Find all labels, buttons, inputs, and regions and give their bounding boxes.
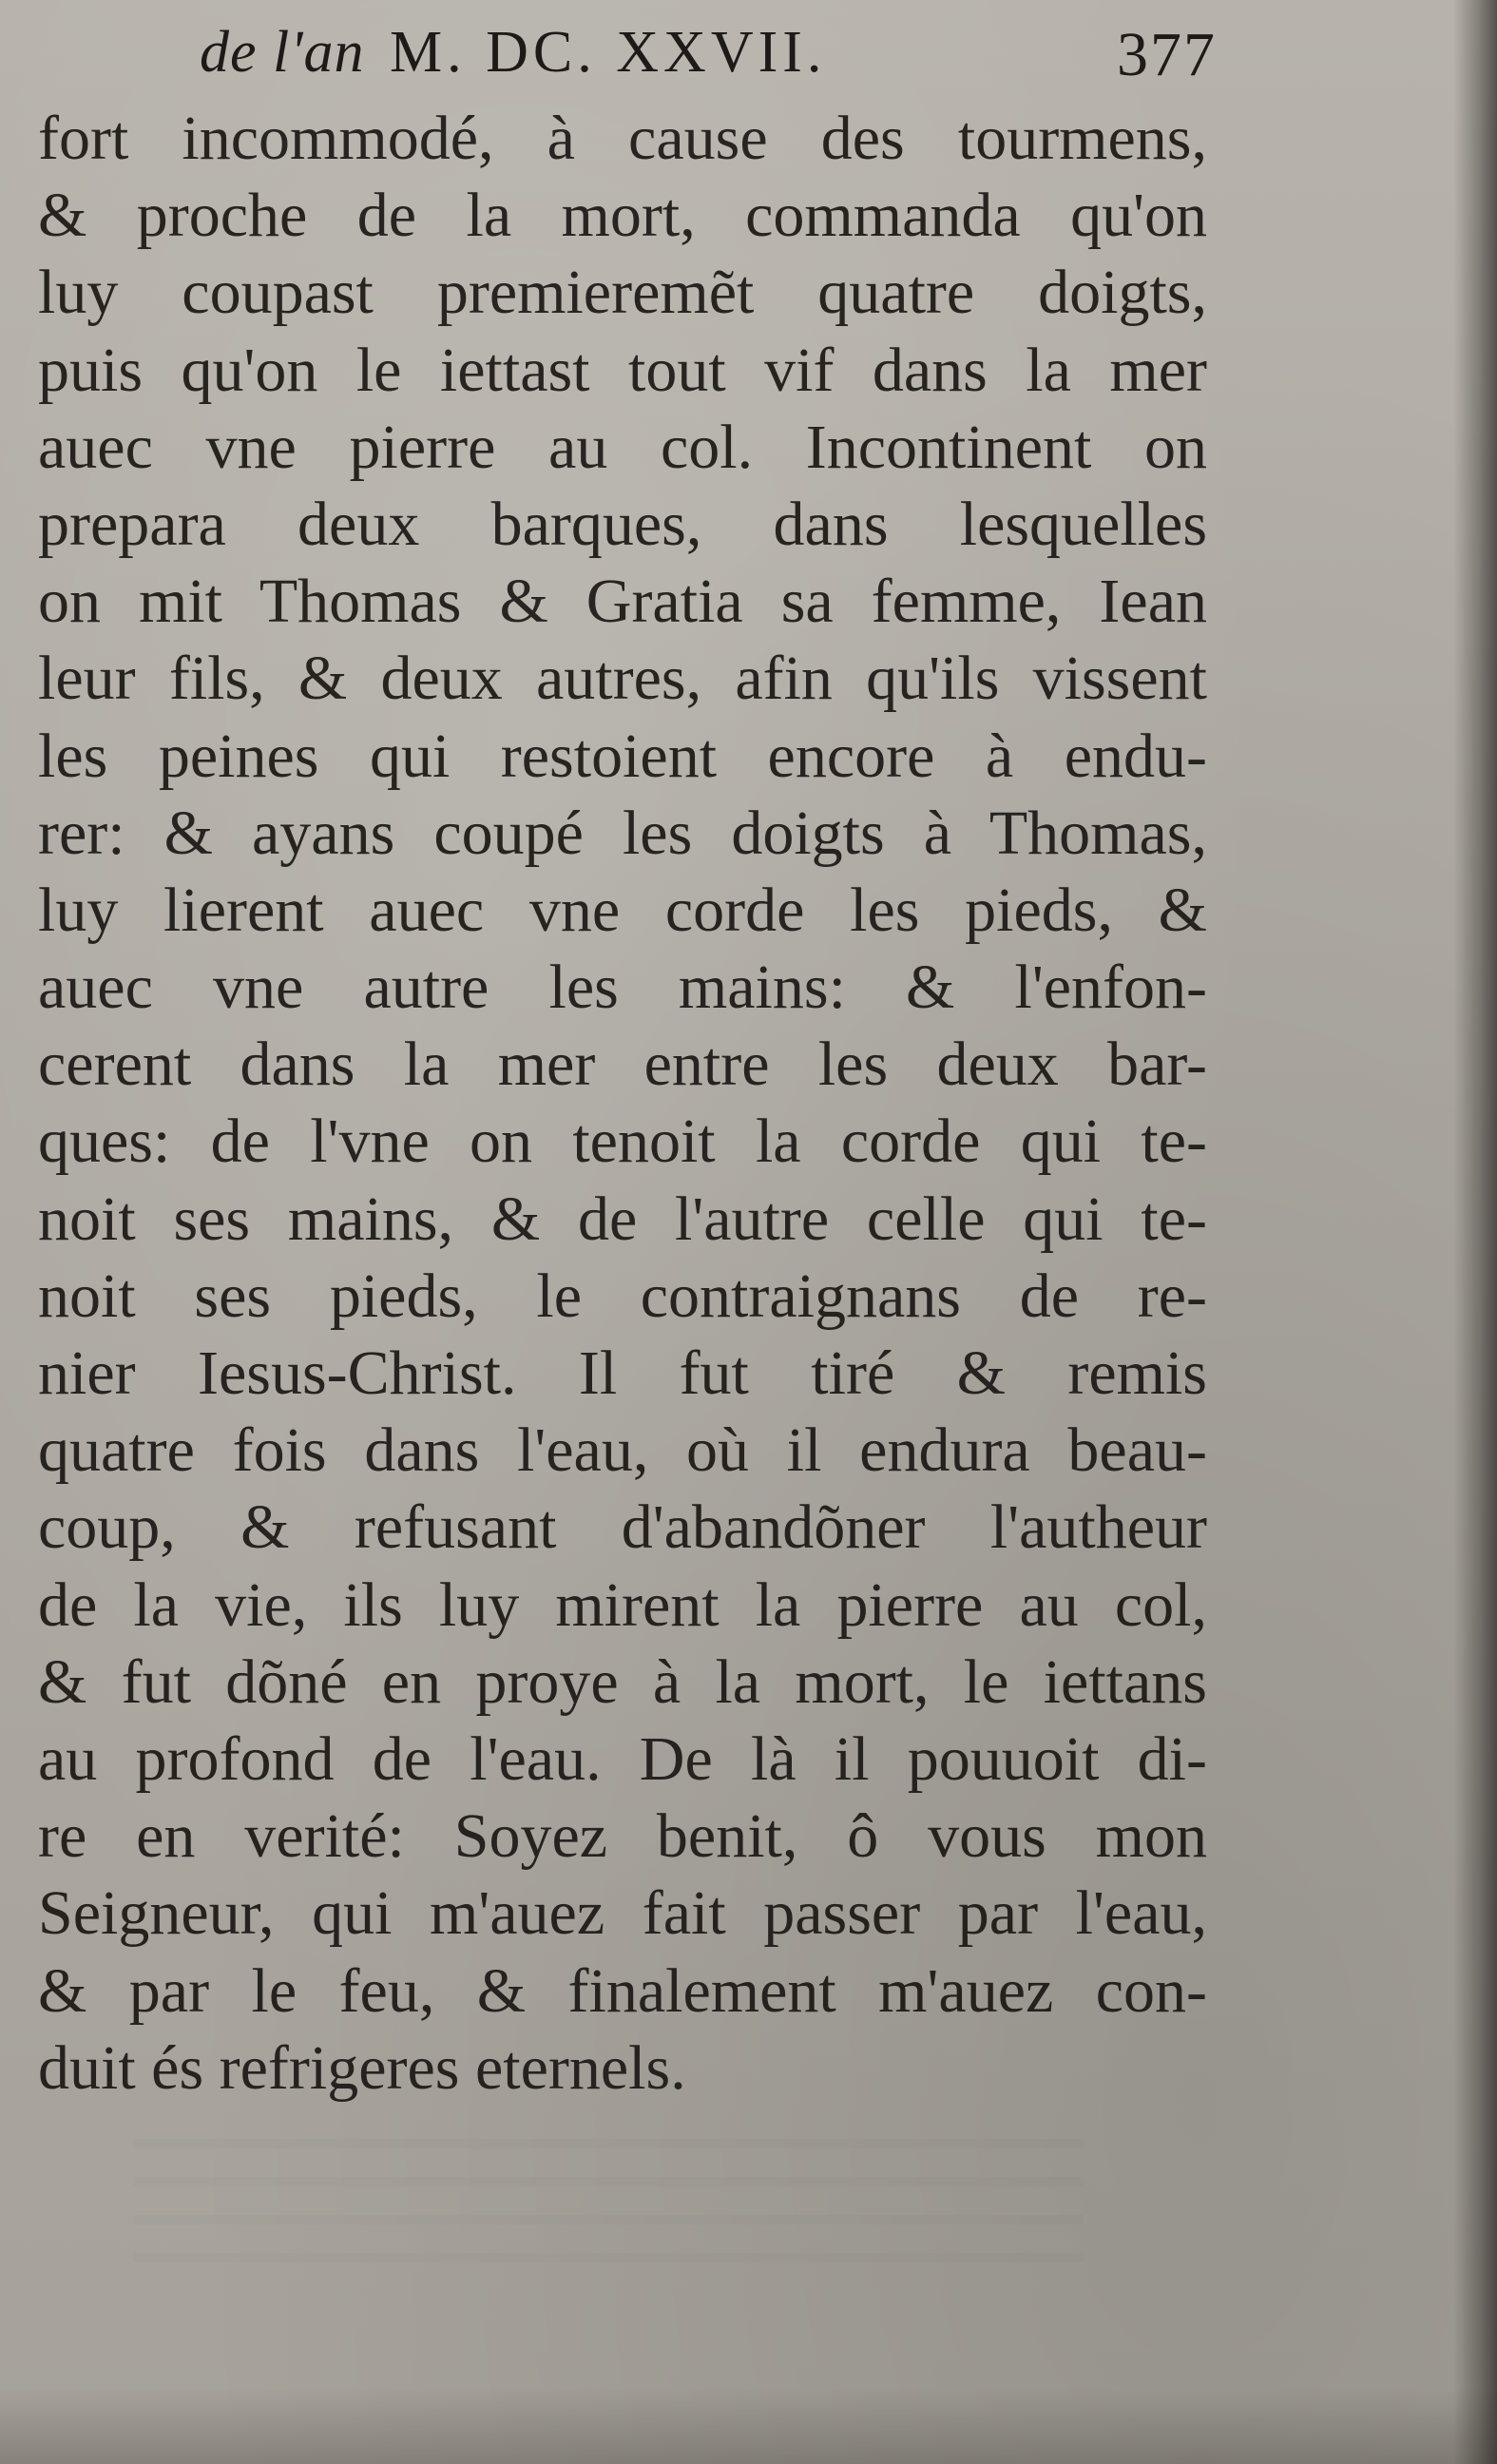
text-line: au profond de l'eau. De là il pouuoit di- xyxy=(38,1723,1207,1794)
ink-bleed-through xyxy=(133,2139,1084,2272)
text-line: prepara deux barques, dans lesquelles xyxy=(38,489,1207,559)
running-head xyxy=(200,19,1217,109)
text-line: leur fils, & deux autres, afin qu'ils vissent xyxy=(38,644,1207,714)
text-line: re en verité: Soyez benit, ô vous mon xyxy=(38,1801,1207,1872)
text-line: & proche de la mort, commanda qu'on xyxy=(38,181,1207,251)
text-line: auec vne pierre au col. Incontinent on xyxy=(38,412,1207,482)
text-line: ques: de l'vne on tenoit la corde qui te- xyxy=(38,1107,1207,1177)
running-head-prefix: de l'an xyxy=(200,20,365,85)
text-line: auec vne autre les mains: & l'enfon- xyxy=(38,953,1207,1023)
page-bottom-shadow xyxy=(0,2388,1497,2464)
text-line: rer: & ayans coupé les doigts à Thomas, xyxy=(38,798,1207,868)
page-edge-shadow xyxy=(1453,0,1497,2464)
text-line: luy lierent auec vne corde les pieds, & xyxy=(38,875,1207,945)
text-line: les peines qui restoient encore à endu- xyxy=(38,721,1207,791)
text-line: Seigneur, qui m'auez fait passer par l'eau, xyxy=(38,1878,1207,1949)
text-line: duit és refrigeres eternels. xyxy=(38,2032,686,2103)
text-line: fort incommodé, à cause des tourmens, xyxy=(38,104,1207,173)
text-line: puis qu'on le iettast tout vif dans la mer xyxy=(38,335,1207,405)
text-line: de la vie, ils luy mirent la pierre au col, xyxy=(38,1569,1207,1640)
body-text xyxy=(38,100,1207,2107)
text-line: coup, & refusant d'abandõner l'autheur xyxy=(38,1492,1207,1563)
text-line: on mit Thomas & Gratia sa femme, Iean xyxy=(38,567,1207,637)
text-line: noit ses pieds, le contraignans de re- xyxy=(38,1261,1207,1331)
text-line: nier Iesus-Christ. Il fut tiré & remis xyxy=(38,1338,1207,1408)
text-line: & fut dõné en proye à la mort, le iettans xyxy=(38,1646,1207,1717)
text-line: cerent dans la mer entre les deux bar- xyxy=(38,1030,1207,1100)
page-number: 377 xyxy=(1117,20,1217,89)
text-line: noit ses mains, & de l'autre celle qui te- xyxy=(38,1184,1207,1254)
running-head-year: M. DC. XXVII. xyxy=(390,20,827,85)
text-line: luy coupast premieremẽt quatre doigts, xyxy=(38,258,1207,328)
text-line: quatre fois dans l'eau, où il endura beau- xyxy=(38,1415,1207,1486)
text-line: & par le feu, & finalement m'auez con- xyxy=(38,1955,1207,2026)
